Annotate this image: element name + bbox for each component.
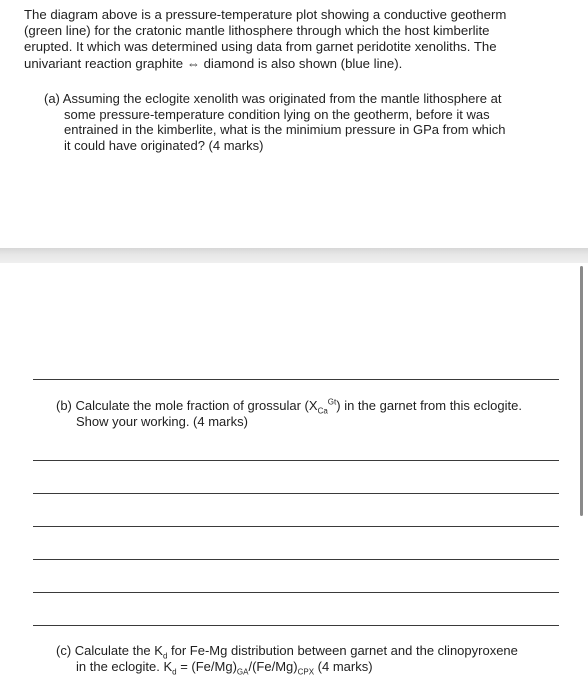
question-b-text: Calculate the mole fraction of grossular (X — [75, 398, 318, 413]
subscript-d: d — [172, 667, 177, 677]
formula-text: in the eclogite. K — [76, 659, 173, 674]
question-a-text: entrained in the kimberlite, what is the minimium pressure in GPa from which — [64, 122, 506, 138]
question-c — [56, 643, 576, 675]
intro-paragraph — [24, 7, 572, 72]
question-a-text: Assuming the eclogite xenolith was originated from the mantle lithosphere at — [62, 91, 502, 106]
question-a-text: some pressure-temperature condition lying on the geotherm, before it was — [64, 106, 490, 122]
question-b-text: Show your working. (4 marks) — [76, 414, 248, 429]
superscript-gt: Gt — [327, 397, 337, 407]
page-break-divider — [0, 248, 588, 263]
subscript-ca: Ca — [317, 406, 328, 416]
answer-line — [33, 625, 559, 626]
formula-text: (4 marks) — [314, 659, 373, 674]
question-c-label: (c) — [56, 643, 75, 658]
answer-line — [33, 526, 559, 527]
question-b — [56, 398, 576, 430]
answer-line — [33, 592, 559, 593]
question-b-label: (b) — [56, 398, 76, 413]
question-c-text: for Fe-Mg distribution between garnet and the clinopyroxene — [167, 643, 518, 658]
answer-line — [33, 493, 559, 494]
intro-line: univariant reaction graphite ⇔ diamond is also shown (blue line). — [24, 55, 403, 71]
question-c-text: Calculate the K — [74, 643, 163, 658]
intro-line: The diagram above is a pressure-temperature plot showing a conductive geotherm — [24, 7, 507, 22]
question-a-label: (a) — [44, 91, 63, 106]
question-c-formula — [56, 659, 576, 675]
subscript-cpx: CPX — [297, 667, 315, 677]
bottom-page-panel — [0, 263, 588, 700]
intro-line: (green line) for the cratonic mantle lithosphere through which the host kimberlite — [24, 23, 490, 39]
answer-line — [33, 559, 559, 560]
question-a — [44, 91, 564, 153]
vertical-scrollbar[interactable] — [580, 266, 583, 516]
subscript-d: d — [162, 651, 168, 661]
formula-text: = (Fe/Mg) — [176, 659, 237, 674]
question-a-text: it could have originated? (4 marks) — [64, 137, 264, 153]
subscript-ga: GA — [236, 667, 249, 677]
question-b-text: ) in the garnet from this eclogite. — [336, 398, 522, 413]
intro-line: erupted. It which was determined using data from garnet peridotite xenoliths. The — [24, 39, 497, 55]
answer-line — [33, 379, 559, 380]
answer-line — [33, 460, 559, 461]
formula-text: /(Fe/Mg) — [248, 659, 298, 674]
top-page-panel — [0, 0, 588, 248]
